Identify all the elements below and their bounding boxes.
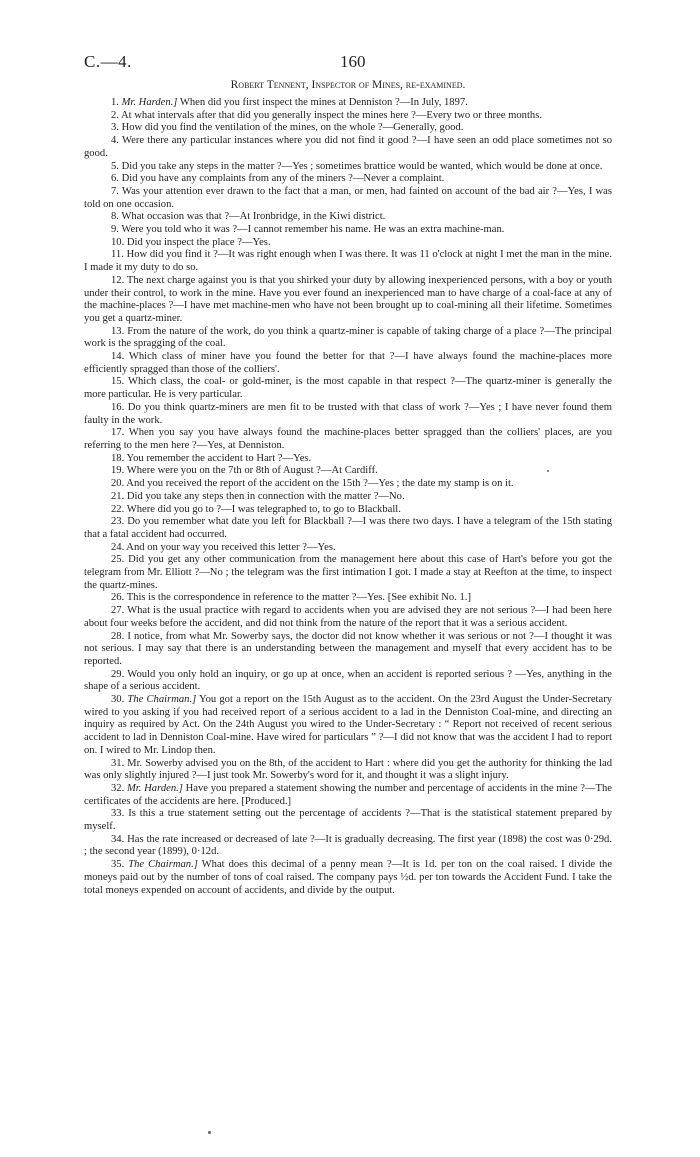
testimony-paragraph [84,491,612,504]
testimony-paragraph [84,186,612,211]
testimony-paragraph [84,135,612,160]
paragraph-text: 3. How did you find the ventilation of the mines, on the whole ?—Generally, good. [111,122,464,134]
paragraph-text: 16. Do you think quartz-miners are men fit to be trusted with that class of work ?—Yes ; I have never found them faulty in the work. [84,401,612,426]
paragraph-text: 28. I notice, from what Mr. Sowerby says, the doctor did not know whether it was serious or not ?—I thought it was not serious. I may say that there is an understanding between the management and myself that every accident has to be reported. [84,630,612,667]
testimony-paragraph [84,592,612,605]
paragraph-text: 26. This is the correspondence in reference to the matter ?—Yes. [See exhibit No. 1.] [111,592,471,604]
paragraph-text: 22. Where did you go to ?—I was telegraphed to, to go to Blackball. [111,503,401,515]
testimony-paragraph [84,376,612,401]
paragraph-text: 30. [111,694,128,706]
testimony-paragraph [84,110,612,123]
paragraph-text: 23. Do you remember what date you left for Blackball ?—I was there two days. I have a telegram of the 15th stating that a fatal accident had occurred. [84,516,612,540]
paragraph-text: 33. Is this a true statement setting out the percentage of accidents ?—That is the statistical statement prepared by myself. [84,808,612,833]
testimony-paragraph [84,504,612,517]
testimony-paragraph [84,808,612,833]
testimony-paragraph [84,783,612,808]
paragraph-text: 19. Where were you on the 7th or 8th of August ?—At Cardiff. [111,465,378,477]
paragraph-text: 35. [111,859,129,871]
testimony-paragraph [84,249,612,274]
testimony-paragraph [84,161,612,174]
paragraph-text: 18. You remember the accident to Hart ?—Yes. [111,452,312,464]
paragraph-text: 15. Which class, the coal- or gold-miner, is the most capable in that respect ?—The quartz-miner is generally the more particular. He is very particular. [84,376,612,401]
paragraph-text: 9. Were you told who it was ?—I cannot remember his name. He was an extra machine-man. [111,224,505,236]
page-number: 160 [340,52,366,71]
paragraph-text: 27. What is the usual practice with regard to accidents when you are advised they are not serious ?—I had been here about four weeks before the accident, and did not think from the nature of the report that it was a serious accident. [84,605,612,629]
testimony-paragraph [84,631,612,669]
testimony-paragraph [84,542,612,555]
testimony-paragraph [84,173,612,186]
paragraph-text: 32. [111,782,127,794]
paragraph-text: Have you prepared a statement showing the number and percentage of accidents in the mine ?—The certificates of the accidents are here. [Produced.] [84,782,612,807]
paragraph-text: 7. Was your attention ever drawn to the fact that a man, or men, had fainted on account of the bad air ?—Yes, I was told on one occasion. [84,185,612,210]
paragraph-text: 21. Did you take any steps then in connection with the matter ?—No. [111,490,405,502]
testimony-body [84,97,612,897]
testimony-paragraph [84,694,612,758]
testimony-paragraph [84,516,612,541]
testimony-paragraph [84,605,612,630]
speaker-label: Mr. Harden.] [126,782,183,794]
paragraph-text: 29. Would you only hold an inquiry, or go up at once, when an accident is reported serious ? —Yes, anything in the shape of a serious accident. [84,668,612,693]
paragraph-text: 34. Has the rate increased or decreased of late ?—It is gradually decreasing. The first year (1898) the cost was 0·29d. ; the second year (1899), 0·12d. [84,833,612,858]
testimony-paragraph [84,554,612,592]
testimony-paragraph [84,211,612,224]
testimony-paragraph [84,122,612,135]
paragraph-text: 8. What occasion was that ?—At Ironbridge, in the Kiwi district. [111,211,386,223]
testimony-paragraph [84,275,612,326]
paragraph-text: 17. When you say you have always found the machine-places better spragged than the colliers' places, are you referring to the men here ?—Yes, at Denniston. [84,427,612,451]
testimony-paragraph [84,859,612,897]
paragraph-text: 4. Were there any particular instances where you did not find it good ?—I have seen an odd place sometimes not so good. [84,135,612,159]
section-reference: C.—4. [84,52,132,71]
speaker-label: Mr. Harden.] [121,97,178,108]
testimony-paragraph [84,97,612,110]
testimony-paragraph [84,478,612,491]
paragraph-text: 25. Did you get any other communication from the management here about this case of Hart's before you got the telegram from Mr. Elliott ?—No ; the telegram was the first intimation I got. I made a stay at Reefton at the time, to inspect the quartz-mines. [84,554,612,591]
paragraph-text: 5. Did you take any steps in the matter ?—Yes ; sometimes brattice would be wanted, which would be done at once. [111,160,603,172]
paragraph-text: 20. And you received the report of the accident on the 15th ?—Yes ; the date my stamp is on it. [111,478,514,490]
paragraph-text: What does this decimal of a penny mean ?—It is 1d. per ton on the coal raised. I divide the moneys paid out by the number of tons of coal raised. The company pays ½d. per ton towards the Accident Fund. I take the total moneys expended on account of accidents, and divide by the output. [84,859,613,896]
testimony-paragraph [84,758,612,783]
paragraph-text: 11. How did you find it ?—It was right enough when I was there. It was 11 o'clock at night I met the man in the mine. I made it my duty to do so. [84,249,612,274]
paragraph-text: When did you first inspect the mines at Denniston ?—In July, 1897. [177,97,468,108]
testimony-paragraph [84,224,612,237]
paragraph-text: 31. Mr. Sowerby advised you on the 8th, of the accident to Hart : where did you get the authority for thinking the lad was only slightly injured ?—I just took Mr. Sowerby's word for it, and thought it was a slight injury. [84,757,612,782]
testimony-paragraph [84,465,612,478]
paragraph-text: 1. [111,97,122,108]
paragraph-text: You got a report on the 15th August as to the accident. On the 23rd August the Under-Secretary wired to you asking if you had received report of a serious accident to a lad in the Denniston Coal-mine, and directing an inquiry as required by Act. On the 24th August you wired to the Under-Secretary : “ Report not received of recent serious accident to lad in Denniston Coal-mine. Have wired for particulars ” ?—I did not know that was the accident I had to report on. I wired to Mr. Lindop then. [84,694,613,756]
paragraph-text: 12. The next charge against you is that you shirked your duty by allowing inexperienced persons, with a boy or youth under their control, to work in the mine. Have you ever found an inexperienced man to have charge of a coal-face at any of the machine-places ?—I have met machine-men who have not been brought up to coal-mining all their lifetime. Sometimes you get a quartz-miner. [84,274,612,324]
print-speck [547,470,549,472]
paragraph-text: 24. And on your way you received this letter ?—Yes. [111,541,336,553]
speaker-label: The Chairman.] [127,694,197,706]
testimony-paragraph [84,669,612,694]
testimony-paragraph [84,834,612,859]
testimony-paragraph [84,326,612,351]
testimony-paragraph [84,351,612,376]
witness-heading: Robert Tennent, Inspector of Mines, re-examined. [230,79,466,91]
paragraph-text: 10. Did you inspect the place ?—Yes. [111,236,271,248]
testimony-paragraph [84,453,612,466]
print-dot [208,1131,211,1134]
testimony-paragraph [84,237,612,250]
testimony-paragraph [84,402,612,427]
speaker-label: The Chairman.] [128,859,198,871]
testimony-paragraph [84,427,612,452]
paragraph-text: 14. Which class of miner have you found the better for that ?—I have always found the machine-places more efficiently spragged than those of the colliers'. [84,351,612,375]
paragraph-text: 6. Did you have any complaints from any of the miners ?—Never a complaint. [111,173,445,185]
paragraph-text: 13. From the nature of the work, do you think a quartz-miner is capable of taking charge of a place ?—The principal work is the spragging of the coal. [84,325,612,350]
paragraph-text: 2. At what intervals after that did you generally inspect the mines here ?—Every two or three months. [111,109,542,121]
